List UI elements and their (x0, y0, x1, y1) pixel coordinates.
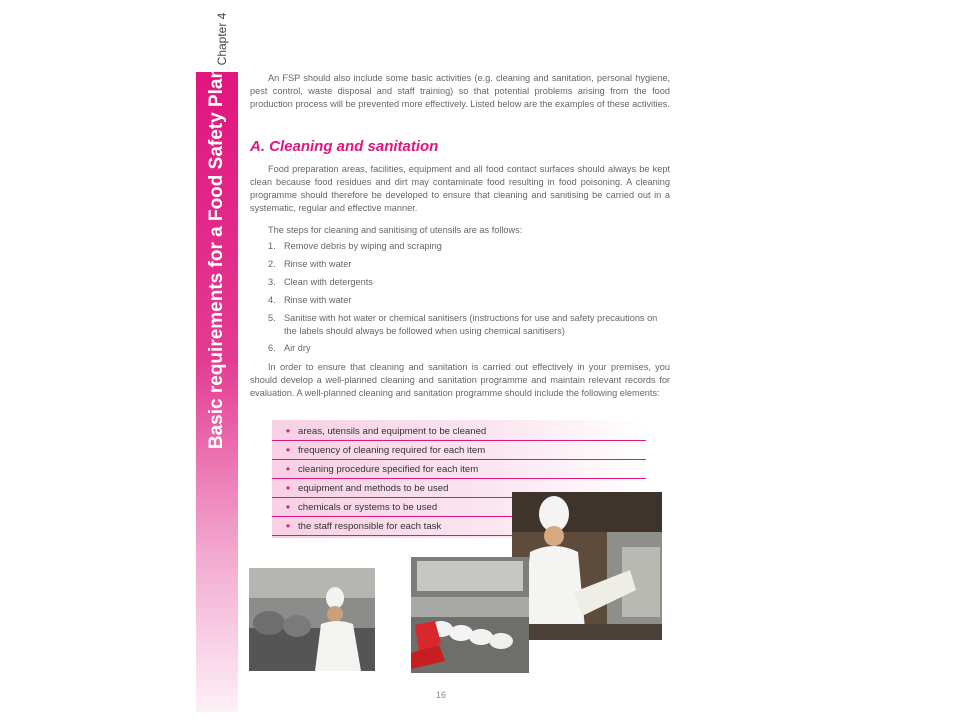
side-title-text: Basic requirements for a Food Safety Plan (206, 66, 227, 450)
element-text: cleaning procedure specified for each item (298, 463, 479, 475)
bullet-icon: • (285, 462, 291, 476)
element-text: frequency of cleaning required for each item (298, 444, 486, 456)
bullet-icon: • (285, 443, 291, 457)
element-text: equipment and methods to be used (298, 482, 449, 494)
list-item (268, 258, 672, 271)
programme-paragraph: In order to ensure that cleaning and sanitation is carried out effectively in your premises, you should develop a well-planned cleaning and sanitation programme and maintain relevant records for evaluation. A well-planned cleaning and sanitation programme should include the following elements: (250, 362, 670, 398)
bullet-icon: • (285, 500, 291, 514)
step-number: 1. (268, 241, 276, 251)
list-item (268, 312, 672, 338)
list-item (268, 294, 672, 307)
step-number: 6. (268, 343, 276, 353)
step-text: Clean with detergents (284, 277, 373, 287)
list-item (268, 276, 672, 289)
step-number: 5. (268, 313, 276, 323)
step-number: 3. (268, 277, 276, 287)
element-text: chemicals or systems to be used (298, 501, 438, 513)
photo-chef-cleaning-board (512, 492, 662, 640)
chapter-label-text: Chapter 4 (215, 12, 229, 66)
list-item (268, 342, 672, 355)
step-text: Air dry (284, 343, 311, 353)
side-title-bar (196, 66, 238, 712)
step-number: 2. (268, 259, 276, 269)
list-item (272, 441, 646, 460)
bullet-icon: • (285, 519, 291, 533)
element-text: the staff responsible for each task (298, 520, 442, 532)
bullet-icon: • (285, 481, 291, 495)
intro-paragraph: An FSP should also include some basic activities (e.g. cleaning and sanitation, personal hygiene, pest control, waste disposal and staff training) so that potential problems arising from the food production process will be prevented more effectively. Listed below are the examples of these activities. (250, 73, 670, 109)
step-text: Rinse with water (284, 259, 352, 269)
chapter-label (198, 10, 246, 68)
list-item (268, 240, 672, 253)
step-text: Remove debris by wiping and scraping (284, 241, 442, 251)
list-item (272, 460, 646, 479)
list-item (272, 422, 646, 441)
cleaning-paragraph: Food preparation areas, facilities, equipment and all food contact surfaces should always be kept clean because food residues and dirt may contaminate food resulting in food poisoning. A cleaning programme should therefore be developed to ensure that cleaning and sanitising be carried out in a systematic, regular and effective manner. (250, 164, 670, 213)
bullet-icon: • (285, 424, 291, 438)
steps-intro: The steps for cleaning and sanitising of utensils are as follows: (268, 225, 523, 235)
photo-dishwasher (411, 557, 529, 673)
step-text: Rinse with water (284, 295, 352, 305)
photo-dishwasher-image (411, 557, 529, 673)
page-number: 16 (436, 690, 447, 700)
step-text: Sanitise with hot water or chemical sanitisers (instructions for use and safety precautions on the labels should always be followed when using chemical sanitisers) (284, 313, 658, 336)
element-text: areas, utensils and equipment to be cleaned (298, 425, 487, 437)
section-title: A. Cleaning and sanitation (250, 138, 439, 155)
photo-chef-cleaning-board-image (512, 492, 662, 640)
step-number: 4. (268, 295, 276, 305)
photo-chef-at-stove (249, 568, 375, 671)
photo-chef-at-stove-image (249, 568, 375, 671)
